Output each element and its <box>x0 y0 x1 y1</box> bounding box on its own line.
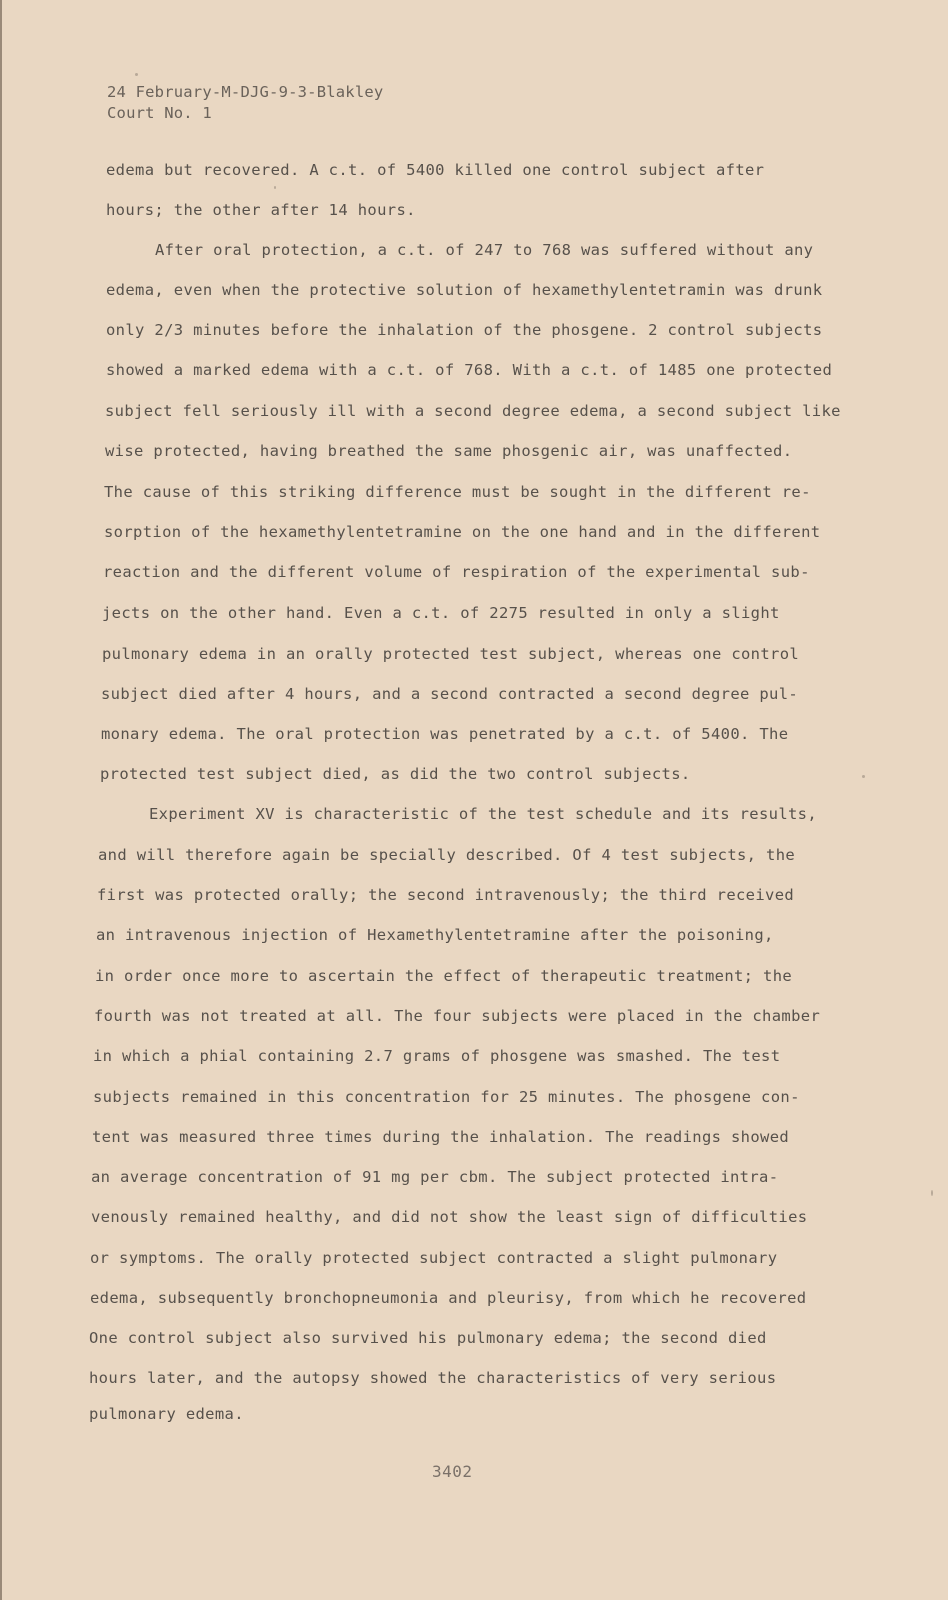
body-line: One control subject also survived his pulmonary edema; the second died <box>89 1329 767 1347</box>
body-line: an average concentration of 91 mg per cbm. The subject protected intra- <box>91 1168 779 1186</box>
body-line: or symptoms. The orally protected subject contracted a slight pulmonary <box>90 1249 778 1267</box>
body-line: Experiment XV is characteristic of the test schedule and its results, <box>149 805 818 823</box>
body-line: monary edema. The oral protection was penetrated by a c.t. of 5400. The <box>101 725 789 743</box>
body-line: fourth was not treated at all. The four subjects were placed in the chamber <box>94 1007 821 1025</box>
body-line: The cause of this striking difference must be sought in the different re- <box>104 483 811 501</box>
paper-speck <box>135 73 138 76</box>
body-line: subject fell seriously ill with a second degree edema, a second subject like <box>105 402 841 420</box>
body-line: wise protected, having breathed the same phosgenic air, was unaffected. <box>105 442 793 460</box>
body-line: pulmonary edema in an orally protected test subject, whereas one control <box>102 645 800 663</box>
body-line: protected test subject died, as did the two control subjects. <box>100 765 691 783</box>
body-line: subjects remained in this concentration for 25 minutes. The phosgene con- <box>93 1088 800 1106</box>
body-line: edema, subsequently bronchopneumonia and pleurisy, from which he recovered <box>90 1289 807 1307</box>
body-line: pulmonary edema. <box>89 1405 244 1423</box>
body-line: tent was measured three times during the inhalation. The readings showed <box>92 1128 790 1146</box>
body-line: and will therefore again be specially described. Of 4 test subjects, the <box>98 846 796 864</box>
body-line: hours later, and the autopsy showed the characteristics of very serious <box>89 1369 777 1387</box>
body-line: in which a phial containing 2.7 grams of phosgene was smashed. The test <box>93 1047 781 1065</box>
body-line: venously remained healthy, and did not show the least sign of difficulties <box>91 1208 808 1226</box>
document-body <box>2 0 948 1600</box>
header-court-number: Court No. 1 <box>107 104 212 122</box>
body-line: first was protected orally; the second intravenously; the third received <box>97 886 795 904</box>
body-line: hours; the other after 14 hours. <box>106 201 416 219</box>
body-line: showed a marked edema with a c.t. of 768. With a c.t. of 1485 one protected <box>106 361 833 379</box>
body-line: edema but recovered. A c.t. of 5400 killed one control subject after <box>106 161 765 179</box>
body-line: an intravenous injection of Hexamethylentetramine after the poisoning, <box>96 926 774 944</box>
paper-speck <box>931 1190 933 1196</box>
page-number: 3402 <box>432 1462 473 1481</box>
paper-speck <box>862 775 865 778</box>
body-line: reaction and the different volume of respiration of the experimental sub- <box>103 563 810 581</box>
header-case-reference: 24 February-M-DJG-9-3-Blakley <box>107 83 384 101</box>
body-line: in order once more to ascertain the effect of therapeutic treatment; the <box>95 967 793 985</box>
body-line: subject died after 4 hours, and a second contracted a second degree pul- <box>101 685 799 703</box>
body-line: edema, even when the protective solution of hexamethylentetramin was drunk <box>106 281 823 299</box>
body-line: jects on the other hand. Even a c.t. of 2275 resulted in only a slight <box>102 604 780 622</box>
body-line: sorption of the hexamethylentetramine on the one hand and in the different <box>104 523 821 541</box>
body-line: only 2/3 minutes before the inhalation of the phosgene. 2 control subjects <box>106 321 823 339</box>
body-line: After oral protection, a c.t. of 247 to 768 was suffered without any <box>155 241 814 259</box>
paper-speck <box>274 186 276 189</box>
